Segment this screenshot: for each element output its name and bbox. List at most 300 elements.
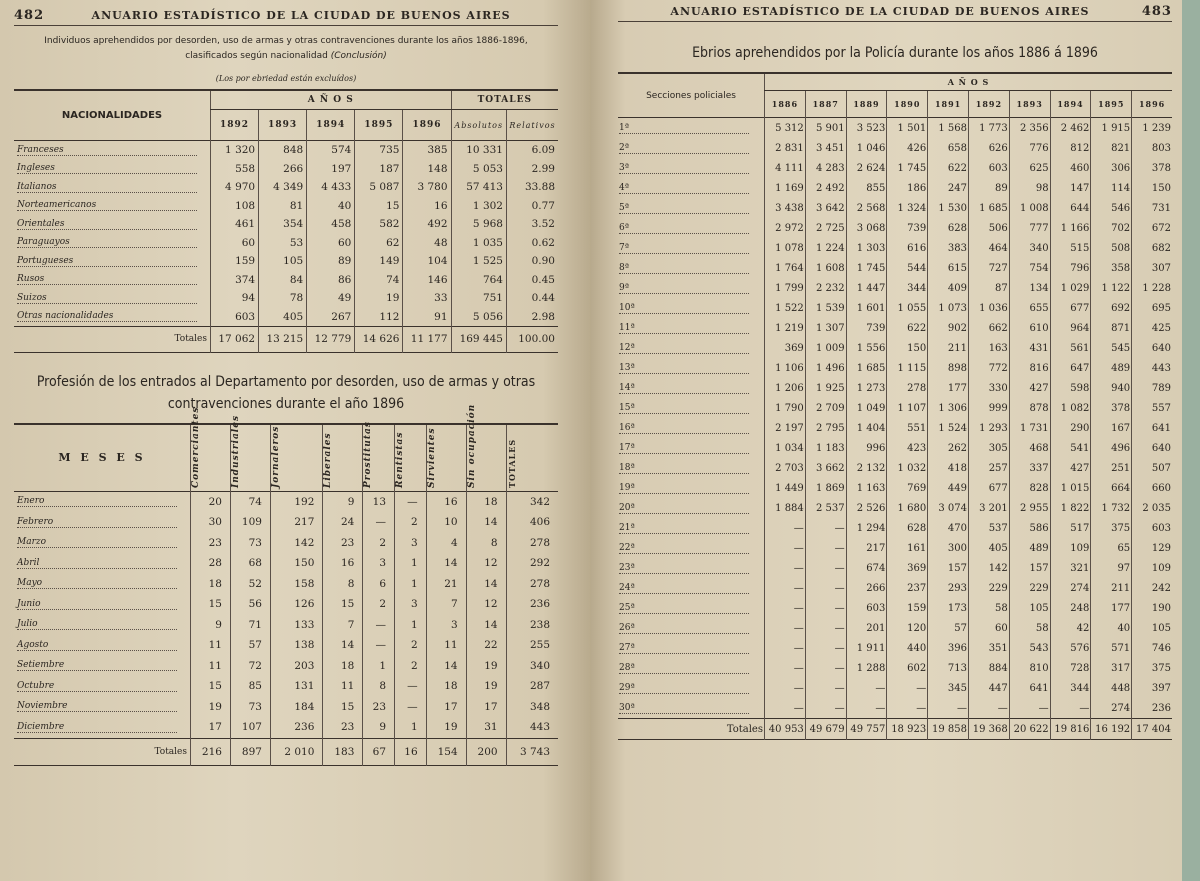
table-cell: 192 [270, 491, 322, 512]
table-cell: 40 [1091, 618, 1132, 638]
table-cell: 1 082 [1050, 398, 1091, 418]
table-cell: 3 [363, 553, 395, 574]
table-cell: 1 219 [765, 318, 806, 338]
table-cell: 9 [191, 615, 231, 636]
table-cell: — [805, 678, 846, 698]
table-cell: 12 [466, 594, 506, 615]
table-cell: 344 [1050, 678, 1091, 698]
table-cell: 574 [307, 141, 355, 160]
table-cell: 507 [1132, 458, 1172, 478]
table-cell: 16 [403, 197, 451, 216]
table-cell: 3 662 [805, 458, 846, 478]
table-row [618, 398, 1172, 418]
table-cell: — [805, 518, 846, 538]
table-cell: 89 [307, 252, 355, 271]
table-cell: 777 [1009, 218, 1050, 238]
table-row [618, 338, 1172, 358]
totals-row [618, 719, 1172, 740]
years-header-right: A Ñ O S [765, 73, 1173, 91]
table-cell: 2 703 [765, 458, 806, 478]
table-cell: 237 [887, 578, 928, 598]
table-cell: 735 [355, 141, 403, 160]
table-cell: 964 [1050, 318, 1091, 338]
totals-label: Totales [14, 327, 211, 353]
table-cell: 426 [887, 138, 928, 158]
table-cell: 91 [403, 308, 451, 327]
table-cell: 11 [191, 635, 231, 656]
book-edge [1182, 0, 1200, 881]
table-cell: 461 [211, 215, 259, 234]
table-cell: 21 [426, 574, 466, 595]
table-cell: — [363, 512, 395, 533]
table-row [618, 438, 1172, 458]
table-cell: 427 [1050, 458, 1091, 478]
table-cell: 105 [1132, 618, 1172, 638]
table-cell: 545 [1091, 338, 1132, 358]
table-cell: 4 [426, 533, 466, 554]
table-cell: — [363, 615, 395, 636]
table-cell: 20 [191, 491, 231, 512]
table-cell: 23 [363, 697, 395, 718]
year-header: 1893 [1009, 91, 1050, 118]
table-cell: 682 [1132, 238, 1172, 258]
section-label: 23ª [619, 563, 749, 574]
table-cell: 109 [1132, 558, 1172, 578]
table-cell: 828 [1009, 478, 1050, 498]
table-cell: 1 404 [846, 418, 887, 438]
table-cell: 60 [968, 618, 1009, 638]
table-cell: 3 523 [846, 118, 887, 139]
table-cell: 537 [968, 518, 1009, 538]
relative-total-cell: 0.45 [506, 271, 558, 290]
total-cell: 16 [395, 738, 427, 766]
table-cell: 84 [259, 271, 307, 290]
table-cell: 217 [846, 538, 887, 558]
section-label: 7ª [619, 243, 749, 254]
table-cell: 105 [1009, 598, 1050, 618]
year-header: 1886 [765, 91, 806, 118]
table-cell: 1 008 [1009, 198, 1050, 218]
table-cell: — [765, 598, 806, 618]
table-cell: 5 087 [355, 178, 403, 197]
table-cell: 406 [506, 512, 558, 533]
table-cell: 293 [928, 578, 969, 598]
table-cell: 78 [259, 289, 307, 308]
table-cell: 33 [403, 289, 451, 308]
table-cell: 18 [466, 491, 506, 512]
table-cell: 1 224 [805, 238, 846, 258]
table-cell: 443 [1132, 358, 1172, 378]
table-cell: 229 [1009, 578, 1050, 598]
nationality-label: Norteamericanos [17, 200, 197, 211]
table-cell: 1 685 [968, 198, 1009, 218]
table-cell: 1 608 [805, 258, 846, 278]
total-cell: 183 [323, 738, 363, 766]
table-row [618, 698, 1172, 719]
profession-column-label: Sirvientes [426, 426, 437, 488]
table-cell: 810 [1009, 658, 1050, 678]
table-cell: 1 745 [887, 158, 928, 178]
table-row [618, 578, 1172, 598]
table-cell: 1 764 [765, 258, 806, 278]
table-cell: 16 [323, 553, 363, 574]
relative-total-cell: 2.98 [506, 308, 558, 327]
page-number-left: 482 [14, 8, 45, 23]
absolute-total-cell: 764 [451, 271, 506, 290]
page-number-right: 483 [1141, 4, 1172, 19]
profession-column-label: Liberales [323, 431, 334, 488]
table-cell: 4 970 [211, 178, 259, 197]
total-cell: 20 622 [1009, 719, 1050, 740]
table-cell: 22 [466, 635, 506, 656]
table-cell: 149 [355, 252, 403, 271]
table-cell: 796 [1050, 258, 1091, 278]
table-cell: 586 [1009, 518, 1050, 538]
table-cell: 1 601 [846, 298, 887, 318]
month-label: Abril [17, 558, 177, 569]
table-cell: 622 [928, 158, 969, 178]
table-cell: 142 [968, 558, 1009, 578]
total-cell: 2 010 [270, 738, 322, 766]
table-cell: 60 [211, 234, 259, 253]
section-label: 15ª [619, 403, 749, 414]
table-row [618, 458, 1172, 478]
table-cell: 2 [395, 512, 427, 533]
table-cell: 898 [928, 358, 969, 378]
total-cell: 13 215 [259, 327, 307, 353]
table-row [14, 533, 558, 554]
table-cell: 2 356 [1009, 118, 1050, 139]
section-label: 12ª [619, 343, 749, 354]
table-cell: 3 [426, 615, 466, 636]
table-cell: 73 [230, 697, 270, 718]
table-cell: 672 [1132, 218, 1172, 238]
absolute-total-cell: 1 302 [451, 197, 506, 216]
table-cell: 211 [1091, 578, 1132, 598]
table-cell: 1 107 [887, 398, 928, 418]
nationality-label: Suizos [17, 293, 197, 304]
month-label: Mayo [17, 578, 177, 589]
section-label: 19ª [619, 483, 749, 494]
table-cell: 378 [1091, 398, 1132, 418]
table-cell: — [765, 658, 806, 678]
table-cell: 1 015 [1050, 478, 1091, 498]
table-row [14, 697, 558, 718]
table-cell: 561 [1050, 338, 1091, 358]
table-row [14, 491, 558, 512]
table-cell: — [395, 676, 427, 697]
table-row [14, 178, 558, 197]
table-cell: 158 [270, 574, 322, 595]
table-cell: 1 055 [887, 298, 928, 318]
table-cell: 816 [1009, 358, 1050, 378]
table-cell: — [765, 538, 806, 558]
table-cell: — [805, 538, 846, 558]
table-row [618, 638, 1172, 658]
profession-column-header [395, 424, 427, 492]
table-cell: 48 [403, 234, 451, 253]
table-cell: 6 [363, 574, 395, 595]
table-row [618, 598, 1172, 618]
table-cell: — [363, 635, 395, 656]
table-row [14, 160, 558, 179]
table-cell: 1 169 [765, 178, 806, 198]
relative-total-cell: 2.99 [506, 160, 558, 179]
table-cell: 2 972 [765, 218, 806, 238]
table-cell: 1 106 [765, 358, 806, 378]
table-cell: 746 [1132, 638, 1172, 658]
table-cell: 378 [1132, 158, 1172, 178]
profession-column-header [363, 420, 395, 492]
section-label: 1ª [619, 123, 749, 134]
table-cell: 3 201 [968, 498, 1009, 518]
table-cell: 409 [928, 278, 969, 298]
total-cell: 49 757 [846, 719, 887, 740]
total-cell: 17 062 [211, 327, 259, 353]
table-cell: — [805, 558, 846, 578]
table-cell: 2 795 [805, 418, 846, 438]
table-cell: 713 [928, 658, 969, 678]
table-cell: — [765, 698, 806, 719]
relative-total-cell: 3.52 [506, 215, 558, 234]
table-cell: 821 [1091, 138, 1132, 158]
table-cell: 8 [466, 533, 506, 554]
table-cell: 655 [1009, 298, 1050, 318]
table-cell: 1 122 [1091, 278, 1132, 298]
table-cell: 2 132 [846, 458, 887, 478]
table-cell: 1 293 [968, 418, 1009, 438]
table-cell: 340 [506, 656, 558, 677]
table-cell: 1 530 [928, 198, 969, 218]
table-cell: 19 [191, 697, 231, 718]
table-cell: 622 [887, 318, 928, 338]
table-cell: — [765, 678, 806, 698]
table-cell: 2 [363, 594, 395, 615]
table-cell: 1 732 [1091, 498, 1132, 518]
table-cell: 7 [323, 615, 363, 636]
table-cell: — [1009, 698, 1050, 719]
section-label: 16ª [619, 423, 749, 434]
months-stub-header: M E S E S [58, 451, 146, 464]
nationality-label: Italianos [17, 182, 197, 193]
table-cell: 1 029 [1050, 278, 1091, 298]
table-cell: 340 [1009, 238, 1050, 258]
table-cell: — [765, 578, 806, 598]
table-cell: 385 [403, 141, 451, 160]
table-cell: 177 [1091, 598, 1132, 618]
table-cell: — [846, 698, 887, 719]
absolute-total-cell: 751 [451, 289, 506, 308]
table-cell: 460 [1050, 158, 1091, 178]
table-cell: 2 624 [846, 158, 887, 178]
table-row [618, 538, 1172, 558]
table-cell: 1 556 [846, 338, 887, 358]
table-cell: 1 163 [846, 478, 887, 498]
table-cell: 1 206 [765, 378, 806, 398]
table-cell: 662 [968, 318, 1009, 338]
table-cell: 1 496 [805, 358, 846, 378]
table-cell: 506 [968, 218, 1009, 238]
table-cell: 8 [323, 574, 363, 595]
table-cell: 159 [887, 598, 928, 618]
table-cell: 739 [887, 218, 928, 238]
table-cell: 551 [887, 418, 928, 438]
year-header: 1895 [1091, 91, 1132, 118]
table-cell: 15 [355, 197, 403, 216]
table-cell: 2 725 [805, 218, 846, 238]
total-cell: 3 743 [506, 738, 558, 766]
table-row [618, 138, 1172, 158]
section-label: 8ª [619, 263, 749, 274]
table-cell: 2 831 [765, 138, 806, 158]
table-cell: 1 009 [805, 338, 846, 358]
table-cell: 871 [1091, 318, 1132, 338]
table-row [14, 615, 558, 636]
table3-title: Ebrios aprehendidos por la Policía durante los años 1886 á 1896 [692, 45, 1098, 61]
table-cell: 9 [363, 717, 395, 738]
table-cell: 1 685 [846, 358, 887, 378]
table-cell: 999 [968, 398, 1009, 418]
grand-total-absolute: 169 445 [451, 327, 506, 353]
table-cell: — [805, 698, 846, 719]
table-cell: 397 [1132, 678, 1172, 698]
table-cell: 517 [1050, 518, 1091, 538]
table-cell: 369 [765, 338, 806, 358]
table-cell: 4 433 [307, 178, 355, 197]
year-header: 1896 [1132, 91, 1172, 118]
table-cell: 42 [1050, 618, 1091, 638]
table-cell: 187 [355, 160, 403, 179]
totals-row [14, 327, 558, 353]
absolute-total-cell: 5 968 [451, 215, 506, 234]
table-cell: 2 [395, 635, 427, 656]
table-cell: 14 [466, 512, 506, 533]
table-cell: 266 [259, 160, 307, 179]
nationality-label: Orientales [17, 219, 197, 230]
table-cell: 628 [887, 518, 928, 538]
table-cell: 448 [1091, 678, 1132, 698]
table-cell: 358 [1091, 258, 1132, 278]
table-cell: 508 [1091, 238, 1132, 258]
table-cell: 2 232 [805, 278, 846, 298]
table-row [14, 553, 558, 574]
running-head-title-right: ANUARIO ESTADÍSTICO DE LA CIUDAD DE BUENOS AIRES [670, 5, 1090, 18]
table-cell: 1 524 [928, 418, 969, 438]
profession-column-label: Prostitutas [363, 420, 374, 488]
month-label: Febrero [17, 517, 177, 528]
table1-title-line1: Individuos aprehendidos por desorden, uso de armas y otras contravenciones durante los años 1886-1896, [44, 36, 528, 46]
table-row [618, 678, 1172, 698]
table-cell: 4 283 [805, 158, 846, 178]
table-cell: 5 901 [805, 118, 846, 139]
table-cell: 582 [355, 215, 403, 234]
section-label: 24ª [619, 583, 749, 594]
profession-column-label: Comerciantes [191, 406, 201, 488]
table-cell: 603 [1132, 518, 1172, 538]
table-cell: 14 [426, 656, 466, 677]
table-cell: 546 [1091, 198, 1132, 218]
total-cell: 19 368 [968, 719, 1009, 740]
table-cell: 1 166 [1050, 218, 1091, 238]
table-cell: 1 449 [765, 478, 806, 498]
table-cell: 236 [270, 717, 322, 738]
table-cell: 1 447 [846, 278, 887, 298]
table-cell: 728 [1050, 658, 1091, 678]
table-cell: 1 046 [846, 138, 887, 158]
table-cell: — [805, 638, 846, 658]
year-header: 1893 [259, 110, 307, 141]
table-cell: 1 539 [805, 298, 846, 318]
total-cell: 67 [363, 738, 395, 766]
table-cell: 1 731 [1009, 418, 1050, 438]
table-cell: 242 [1132, 578, 1172, 598]
table-cell: 644 [1050, 198, 1091, 218]
table-cell: 321 [1050, 558, 1091, 578]
section-label: 6ª [619, 223, 749, 234]
table-cell: 58 [968, 598, 1009, 618]
table-cell: 1 034 [765, 438, 806, 458]
table-cell: — [765, 638, 806, 658]
table-cell: 1 680 [887, 498, 928, 518]
table-cell: 23 [191, 533, 231, 554]
table-cell: 2 492 [805, 178, 846, 198]
table-cell: — [765, 618, 806, 638]
table-cell: 65 [1091, 538, 1132, 558]
table-row [14, 271, 558, 290]
table-cell: 3 438 [765, 198, 806, 218]
table-row [618, 298, 1172, 318]
table-cell: 558 [211, 160, 259, 179]
table-cell: 74 [355, 271, 403, 290]
table-cell: 626 [968, 138, 1009, 158]
table-cell: 19 [426, 717, 466, 738]
table-cell: 150 [887, 338, 928, 358]
table-cell: 1 799 [765, 278, 806, 298]
rel-header: Relativos [506, 110, 558, 141]
table-cell: 73 [230, 533, 270, 554]
year-header: 1892 [968, 91, 1009, 118]
table-cell: 97 [1091, 558, 1132, 578]
profession-column-label: TOTALES [506, 438, 517, 488]
table-cell: 131 [270, 676, 322, 697]
profession-column-header [426, 424, 466, 492]
years-header: A Ñ O S [211, 90, 452, 110]
section-label: 3ª [619, 163, 749, 174]
table-cell: 3 [395, 594, 427, 615]
table-cell: 1 915 [1091, 118, 1132, 139]
section-label: 22ª [619, 543, 749, 554]
table-cell: 107 [230, 717, 270, 738]
table-cell: 274 [1091, 698, 1132, 719]
table-cell: 878 [1009, 398, 1050, 418]
table-cell: 94 [211, 289, 259, 308]
table-cell: 383 [928, 238, 969, 258]
table-cell: — [928, 698, 969, 719]
table-cell: 150 [270, 553, 322, 574]
total-cell: 154 [426, 738, 466, 766]
nationality-label: Otras nacionalidades [17, 311, 197, 322]
table-cell: 660 [1132, 478, 1172, 498]
table-cell: 405 [968, 538, 1009, 558]
year-header: 1887 [805, 91, 846, 118]
table-cell: 248 [1050, 598, 1091, 618]
table-cell: 11 [191, 656, 231, 677]
month-label: Junio [17, 599, 177, 610]
total-cell: 897 [230, 738, 270, 766]
table-row [618, 318, 1172, 338]
absolute-total-cell: 1 525 [451, 252, 506, 271]
table-cell: 31 [466, 717, 506, 738]
